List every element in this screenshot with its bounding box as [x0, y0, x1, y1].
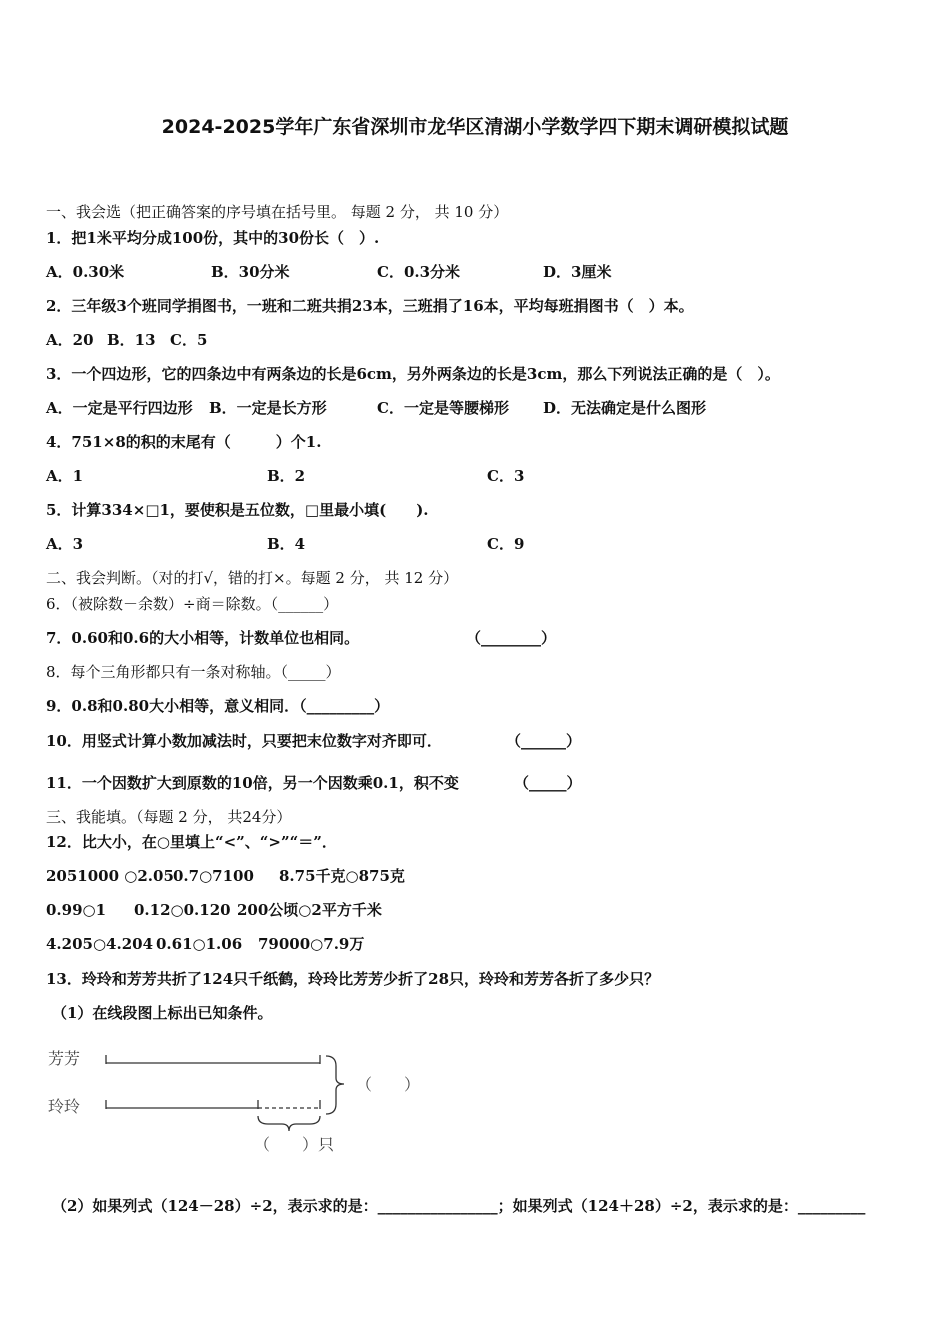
question-1-options — [46, 262, 906, 282]
section2-heading: 二、我会判断。（对的打√，错的打×。每题 2 分， 共 12 分） — [46, 569, 459, 587]
question-11 — [46, 773, 906, 793]
compare-item: 0.12○0.120 — [134, 901, 231, 919]
answer-blank: （________） — [466, 629, 557, 647]
option-a: A．20 — [46, 331, 94, 349]
question-3: 3．一个四边形，它的四条边中有两条边的长是6cm，另外两条边的长是3cm，那么下列说法正确的是（ ）。 — [46, 365, 780, 383]
option-d: D．3厘米 — [543, 263, 612, 281]
option-c: C．3 — [487, 467, 525, 485]
diagram-label-fangfang: 芳芳 — [48, 1049, 81, 1068]
compare-row — [46, 934, 906, 954]
page-title: 2024-2025学年广东省深圳市龙华区清湖小学数学四下期末调研模拟试题 — [161, 116, 789, 138]
section1-heading: 一、我会选（把正确答案的序号填在括号里。 每题 2 分， 共 10 分） — [46, 203, 509, 221]
compare-item: 0.7○7100 — [173, 867, 254, 885]
option-c: C．5 — [170, 331, 208, 349]
question-7 — [46, 628, 906, 648]
compare-item: 79000○7.9万 — [258, 935, 365, 953]
brace-bottom-blank: （ ）只 — [254, 1135, 335, 1154]
question-5: 5．计算334×□1，要使积是五位数，□里最小填( ). — [46, 501, 429, 519]
option-b: B．一定是长方形 — [209, 399, 327, 417]
compare-item: 8.75千克○875克 — [279, 867, 405, 885]
line-segment-diagram — [44, 1036, 444, 1166]
question-2: 2．三年级3个班同学捐图书，一班和二班共捐23本，三班捐了16本，平均每班捐图书（ ）本。 — [46, 297, 694, 315]
brace-right — [326, 1056, 344, 1114]
option-a: A．1 — [46, 467, 84, 485]
question-11-text: 11．一个因数扩大到原数的10倍，另一个因数乘0.1，积不变 — [46, 774, 459, 792]
question-10-text: 10．用竖式计算小数加减法时，只要把末位数字对齐即可． — [46, 732, 442, 750]
option-c: C．0.3分米 — [377, 263, 461, 281]
question-5-options — [46, 534, 906, 554]
option-c: C．一定是等腰梯形 — [377, 399, 509, 417]
answer-blank: （_____） — [514, 774, 582, 792]
question-4-options — [46, 466, 906, 486]
question-13: 13．玲玲和芳芳共折了124只千纸鹤，玲玲比芳芳少折了28只，玲玲和芳芳各折了多少只？ — [46, 970, 660, 988]
question-10 — [46, 731, 906, 751]
option-b: B．2 — [267, 467, 306, 485]
question-9: 9．0.8和0.80大小相等，意义相同．（_________） — [46, 697, 390, 715]
question-1: 1．把1米平均分成100份，其中的30份长（ ）. — [46, 229, 380, 247]
question-3-options — [46, 398, 906, 418]
option-a: A．3 — [46, 535, 84, 553]
brace-right-blank: （ ） — [356, 1075, 421, 1094]
question-4: 4．751×8的积的末尾有（ ）个1. — [46, 433, 322, 451]
diagram-label-lingling: 玲玲 — [48, 1097, 81, 1116]
compare-row — [46, 866, 906, 886]
option-b: B．13 — [107, 331, 156, 349]
option-a: A．0.30米 — [46, 263, 125, 281]
section3-heading: 三、我能填。（每题 2 分， 共24分） — [46, 808, 292, 826]
option-d: D．无法确定是什么图形 — [543, 399, 707, 417]
compare-item: 2051000 ○2.05 — [46, 867, 174, 885]
question-2-options — [46, 330, 906, 350]
question-7-text: 7．0.60和0.6的大小相等，计数单位也相同。 — [46, 629, 360, 647]
question-6: 6．（被除数－余数）÷商＝除数。（______） — [46, 595, 339, 613]
option-c: C．9 — [487, 535, 525, 553]
compare-row — [46, 900, 906, 920]
compare-item: 200公顷○2平方千米 — [237, 901, 382, 919]
question-13-part2: （2）如果列式（124－28）÷2，表示求的是：________________；如果列式（124＋28）÷2，表示求的是：_________ — [52, 1197, 866, 1215]
question-8: 8．每个三角形都只有一条对称轴。（_____） — [46, 663, 341, 681]
option-b: B．30分米 — [211, 263, 290, 281]
answer-blank: （______） — [506, 732, 582, 750]
compare-item: 0.61○1.06 — [156, 935, 243, 953]
brace-bottom — [258, 1116, 320, 1131]
option-a: A．一定是平行四边形 — [46, 399, 193, 417]
compare-item: 0.99○1 — [46, 901, 107, 919]
compare-item: 4.205○4.204 — [46, 935, 154, 953]
question-13-part1: （1）在线段图上标出已知条件。 — [52, 1004, 273, 1022]
question-12: 12．比大小，在○里填上“<”、“>”“＝”． — [46, 833, 337, 851]
option-b: B．4 — [267, 535, 306, 553]
segment-lingling — [106, 1100, 320, 1109]
segment-fangfang — [106, 1055, 320, 1064]
